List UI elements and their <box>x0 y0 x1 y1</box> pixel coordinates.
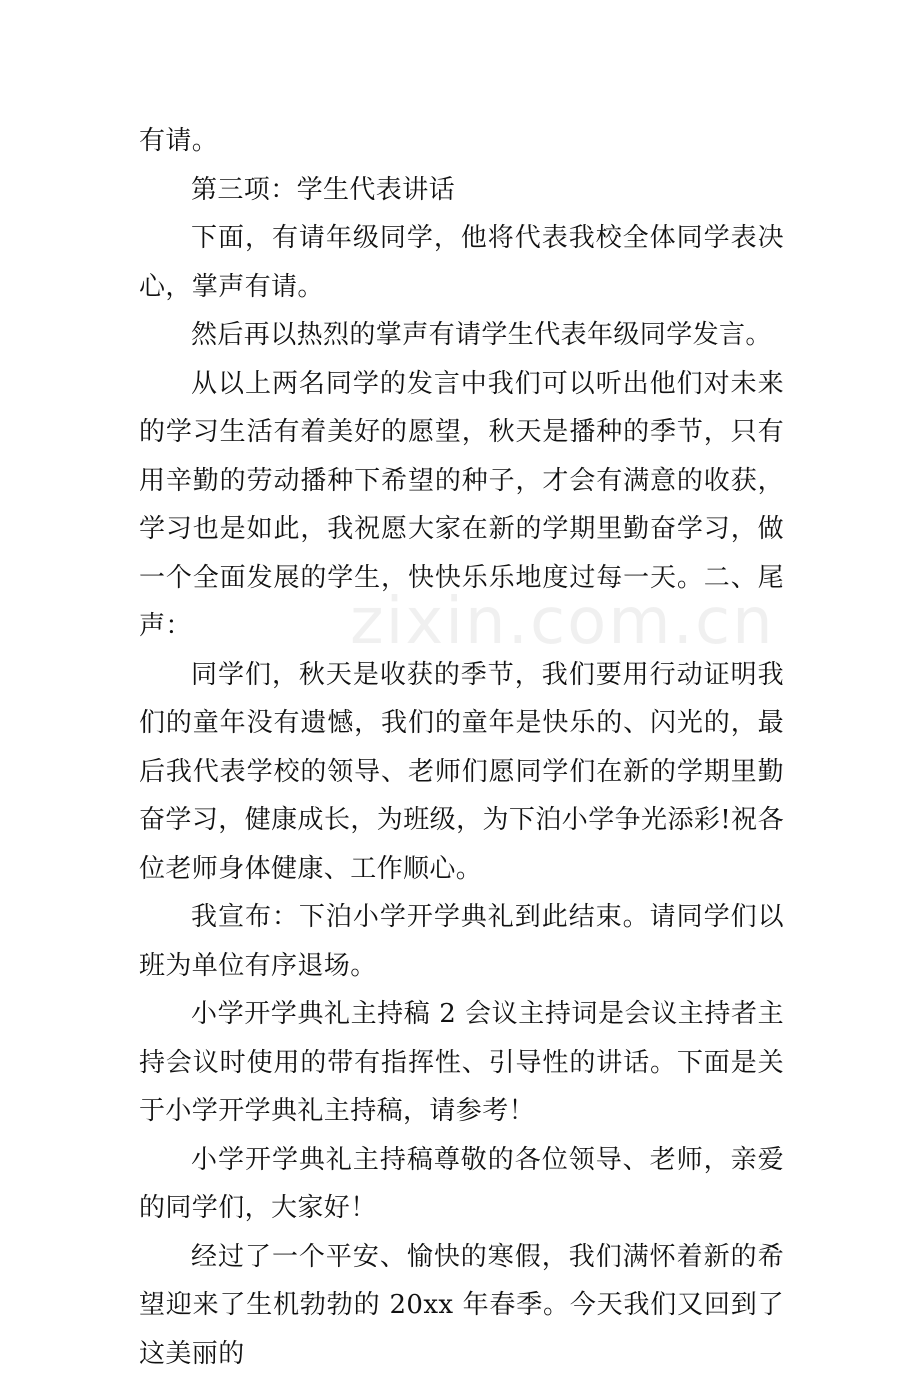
paragraph-4: 然后再以热烈的掌声有请学生代表年级同学发言。 <box>139 311 784 360</box>
paragraph-9: 小学开学典礼主持稿尊敬的各位领导、老师，亲爱的同学们，大家好！ <box>139 1136 784 1233</box>
paragraph-10: 经过了一个平安、愉快的寒假，我们满怀着新的希望迎来了生机勃勃的 20xx 年春季。今天我们又回到了这美丽的 <box>139 1233 784 1378</box>
paragraph-5: 从以上两名同学的发言中我们可以听出他们对未来的学习生活有着美好的愿望，秋天是播种的季节，只有用辛勤的劳动播种下希望的种子，才会有满意的收获，学习也是如此，我祝愿大家在新的学期里勤奋学习，做一个全面发展的学生，快快乐乐地度过每一天。二、尾声： <box>139 360 784 651</box>
watermark: zixin.com.cn <box>350 585 775 659</box>
paragraph-6: 同学们，秋天是收获的季节，我们要用行动证明我们的童年没有遗憾，我们的童年是快乐的、闪光的，最后我代表学校的领导、老师们愿同学们在新的学期里勤奋学习，健康成长，为班级，为下泊小学争光添彩!祝各位老师身体健康、工作顺心。 <box>139 651 784 894</box>
paragraph-7: 我宣布：下泊小学开学典礼到此结束。请同学们以班为单位有序退场。 <box>139 893 784 990</box>
paragraph-8: 小学开学典礼主持稿 2 会议主持词是会议主持者主持会议时使用的带有指挥性、引导性的讲话。下面是关于小学开学典礼主持稿，请参考！ <box>139 990 784 1136</box>
paragraph-2: 第三项：学生代表讲话 <box>139 166 784 215</box>
paragraph-3: 下面，有请年级同学，他将代表我校全体同学表决心，掌声有请。 <box>139 214 784 311</box>
paragraph-1: 有请。 <box>139 117 784 166</box>
document-body <box>139 117 784 1378</box>
